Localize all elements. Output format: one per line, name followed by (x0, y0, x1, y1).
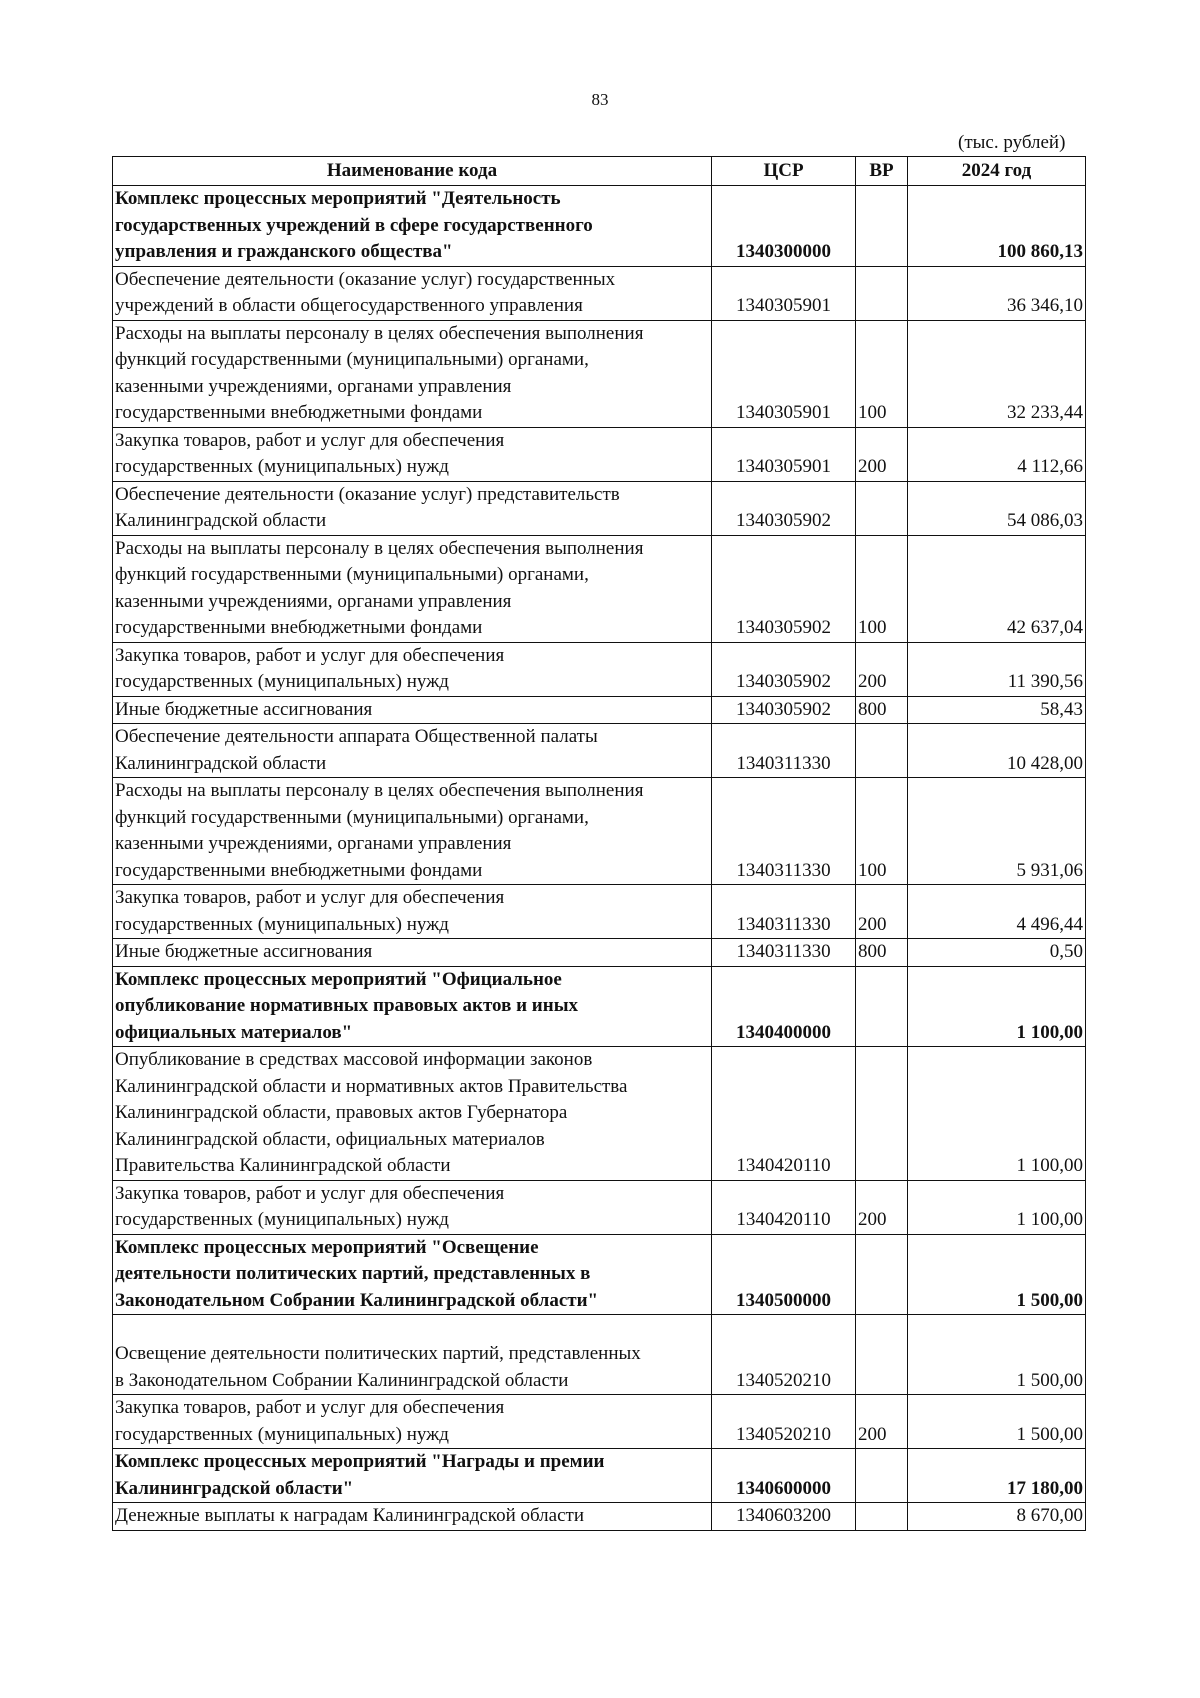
table-row (113, 186, 1086, 267)
cell-amount: 1 100,00 (908, 1047, 1086, 1181)
cell-amount: 0,50 (908, 939, 1086, 967)
cell-name-line: Калининградской области, правовых актов Губернатора (115, 1102, 568, 1123)
cell-amount: 4 496,44 (908, 885, 1086, 939)
cell-name-line: Денежные выплаты к наградам Калининградской области (115, 1505, 584, 1526)
cell-csr: 1340305901 (712, 427, 856, 481)
cell-name-line: государственных (муниципальных) нужд (115, 913, 449, 935)
cell-name (113, 1047, 712, 1181)
cell-name-line: Калининградской области" (115, 1477, 354, 1499)
header-csr: ЦСР (712, 157, 856, 186)
table-row (113, 1047, 1086, 1181)
cell-name-line: Калининградской области (115, 752, 327, 774)
cell-name-line: Опубликование в средствах массовой информации законов (115, 1049, 593, 1070)
cell-name-line: Закупка товаров, работ и услуг для обеспечения (115, 1397, 505, 1418)
cell-amount: 100 860,13 (908, 186, 1086, 267)
cell-name (113, 1503, 712, 1531)
cell-name-line: Калининградской области, официальных материалов (115, 1128, 545, 1150)
table-row (113, 320, 1086, 427)
table-body (113, 186, 1086, 1531)
table-row (113, 1315, 1086, 1395)
cell-name-line: Комплекс процессных мероприятий "Награды и премии (115, 1451, 605, 1472)
cell-name-line: учреждений в области общегосударственного управления (115, 295, 583, 316)
cell-vr: 100 (856, 535, 908, 642)
table-row (113, 778, 1086, 885)
table-row (113, 966, 1086, 1047)
cell-name-line: государственных (муниципальных) нужд (115, 456, 449, 477)
cell-name-line: Обеспечение деятельности аппарата Общественной палаты (115, 726, 598, 747)
header-vr: ВР (856, 157, 908, 186)
cell-amount: 4 112,66 (908, 427, 1086, 481)
cell-name-line: государственных (муниципальных) нужд (115, 1423, 449, 1445)
cell-vr (856, 1503, 908, 1531)
table-row (113, 724, 1086, 778)
cell-name (113, 939, 712, 967)
cell-vr (856, 1047, 908, 1181)
cell-amount: 42 637,04 (908, 535, 1086, 642)
cell-csr: 1340311330 (712, 885, 856, 939)
cell-name-line: Правительства Калининградской области (115, 1155, 451, 1176)
cell-amount: 1 500,00 (908, 1315, 1086, 1395)
cell-vr (856, 186, 908, 267)
cell-csr: 1340305901 (712, 266, 856, 320)
cell-name-line: функций государственными (муниципальными) органами, (115, 564, 589, 585)
cell-name-line: Обеспечение деятельности (оказание услуг) представительств (115, 483, 620, 505)
cell-name-line: Законодательном Собрании Калининградской области" (115, 1289, 599, 1311)
cell-amount: 54 086,03 (908, 481, 1086, 535)
cell-vr (856, 724, 908, 778)
row-spacer (115, 1315, 709, 1341)
cell-vr (856, 1234, 908, 1315)
cell-name-line: Расходы на выплаты персоналу в целях обеспечения выполнения (115, 780, 644, 801)
cell-csr: 1340305901 (712, 320, 856, 427)
cell-csr: 1340520210 (712, 1315, 856, 1395)
cell-csr: 1340420110 (712, 1180, 856, 1234)
cell-csr: 1340305902 (712, 481, 856, 535)
table-row (113, 885, 1086, 939)
table-row (113, 939, 1086, 967)
cell-amount: 8 670,00 (908, 1503, 1086, 1531)
header-name: Наименование кода (113, 157, 712, 186)
cell-name-line: Закупка товаров, работ и услуг для обеспечения (115, 429, 505, 451)
cell-name (113, 1395, 712, 1449)
table-row (113, 1395, 1086, 1449)
cell-name-line: Калининградской области и нормативных актов Правительства (115, 1075, 628, 1097)
cell-amount: 11 390,56 (908, 642, 1086, 696)
cell-vr: 100 (856, 778, 908, 885)
cell-csr: 1340311330 (712, 939, 856, 967)
cell-vr: 200 (856, 1180, 908, 1234)
cell-name-line: государственных учреждений в сфере государственного (115, 214, 593, 236)
cell-name-line: казенными учреждениями, органами управления (115, 590, 512, 612)
cell-vr (856, 1315, 908, 1395)
cell-csr: 1340520210 (712, 1395, 856, 1449)
cell-vr: 200 (856, 427, 908, 481)
cell-amount: 1 100,00 (908, 966, 1086, 1047)
cell-name (113, 320, 712, 427)
cell-vr: 200 (856, 885, 908, 939)
table-row (113, 1234, 1086, 1315)
cell-name (113, 1449, 712, 1503)
cell-name (113, 966, 712, 1047)
cell-vr: 200 (856, 642, 908, 696)
cell-name-line: Расходы на выплаты персоналу в целях обеспечения выполнения (115, 537, 644, 559)
cell-name-line: управления и гражданского общества" (115, 241, 453, 262)
cell-name (113, 186, 712, 267)
cell-name-line: Комплекс процессных мероприятий "Официальное (115, 968, 562, 990)
cell-vr: 800 (856, 939, 908, 967)
cell-name-line: казенными учреждениями, органами управления (115, 833, 512, 854)
page-number: 83 (591, 90, 609, 109)
cell-amount: 1 100,00 (908, 1180, 1086, 1234)
cell-amount: 17 180,00 (908, 1449, 1086, 1503)
cell-name-line: Расходы на выплаты персоналу в целях обеспечения выполнения (115, 322, 644, 344)
cell-amount: 58,43 (908, 696, 1086, 724)
cell-name-line: Калининградской области (115, 510, 327, 531)
cell-name-line: Комплекс процессных мероприятий "Деятельность (115, 188, 561, 209)
cell-csr: 1340305902 (712, 535, 856, 642)
cell-name-line: Закупка товаров, работ и услуг для обеспечения (115, 887, 505, 908)
table-row (113, 642, 1086, 696)
cell-name (113, 724, 712, 778)
cell-name-line: Обеспечение деятельности (оказание услуг) государственных (115, 268, 616, 290)
cell-name-line: государственных (муниципальных) нужд (115, 671, 449, 692)
cell-name-line: функций государственными (муниципальными) органами, (115, 349, 589, 370)
table-row (113, 535, 1086, 642)
cell-name-line: казенными учреждениями, органами управления (115, 375, 512, 397)
cell-name (113, 481, 712, 535)
cell-csr: 1340300000 (712, 186, 856, 267)
cell-amount: 5 931,06 (908, 778, 1086, 885)
cell-csr: 1340400000 (712, 966, 856, 1047)
cell-name-line: Закупка товаров, работ и услуг для обеспечения (115, 644, 505, 666)
units-label: (тыс. рублей) (958, 132, 1066, 153)
cell-name (113, 642, 712, 696)
cell-amount: 1 500,00 (908, 1234, 1086, 1315)
table-row (113, 1503, 1086, 1531)
cell-name-line: Освещение деятельности политических партий, представленных (115, 1343, 641, 1364)
cell-name-line: деятельности политических партий, представленных в (115, 1263, 591, 1284)
table-row (113, 481, 1086, 535)
table-header-row (113, 157, 1086, 186)
cell-vr: 200 (856, 1395, 908, 1449)
cell-csr: 1340311330 (712, 724, 856, 778)
cell-name-line: в Законодательном Собрании Калининградской области (115, 1369, 569, 1391)
cell-vr (856, 966, 908, 1047)
cell-name (113, 1180, 712, 1234)
table-row (113, 266, 1086, 320)
table-row (113, 696, 1086, 724)
cell-csr: 1340603200 (712, 1503, 856, 1531)
table-row (113, 1180, 1086, 1234)
cell-amount: 32 233,44 (908, 320, 1086, 427)
cell-name-line: государственными внебюджетными фондами (115, 402, 483, 423)
cell-vr: 800 (856, 696, 908, 724)
cell-name-line: государственными внебюджетными фондами (115, 617, 483, 638)
cell-name-line: официальных материалов" (115, 1021, 353, 1043)
cell-amount: 10 428,00 (908, 724, 1086, 778)
cell-name (113, 535, 712, 642)
cell-name (113, 266, 712, 320)
cell-name-line: Иные бюджетные ассигнования (115, 941, 373, 962)
cell-vr (856, 481, 908, 535)
cell-amount: 1 500,00 (908, 1395, 1086, 1449)
cell-csr: 1340305902 (712, 696, 856, 724)
cell-name-line: опубликование нормативных правовых актов и иных (115, 995, 579, 1016)
cell-amount: 36 346,10 (908, 266, 1086, 320)
budget-table (112, 156, 1086, 1531)
cell-name (113, 427, 712, 481)
header-year: 2024 год (908, 157, 1086, 186)
cell-name (113, 885, 712, 939)
cell-csr: 1340600000 (712, 1449, 856, 1503)
cell-name-line: государственными внебюджетными фондами (115, 859, 483, 881)
cell-name-line: Комплекс процессных мероприятий "Освещение (115, 1236, 539, 1258)
cell-name (113, 1315, 712, 1395)
cell-name-line: Закупка товаров, работ и услуг для обеспечения (115, 1182, 505, 1204)
cell-csr: 1340311330 (712, 778, 856, 885)
cell-vr (856, 1449, 908, 1503)
table-row (113, 1449, 1086, 1503)
cell-name (113, 778, 712, 885)
cell-csr: 1340305902 (712, 642, 856, 696)
cell-name (113, 1234, 712, 1315)
cell-vr: 100 (856, 320, 908, 427)
cell-name-line: функций государственными (муниципальными) органами, (115, 806, 589, 828)
cell-csr: 1340500000 (712, 1234, 856, 1315)
cell-csr: 1340420110 (712, 1047, 856, 1181)
cell-name (113, 696, 712, 724)
cell-vr (856, 266, 908, 320)
cell-name-line: Иные бюджетные ассигнования (115, 698, 373, 720)
cell-name-line: государственных (муниципальных) нужд (115, 1209, 449, 1230)
table-row (113, 427, 1086, 481)
